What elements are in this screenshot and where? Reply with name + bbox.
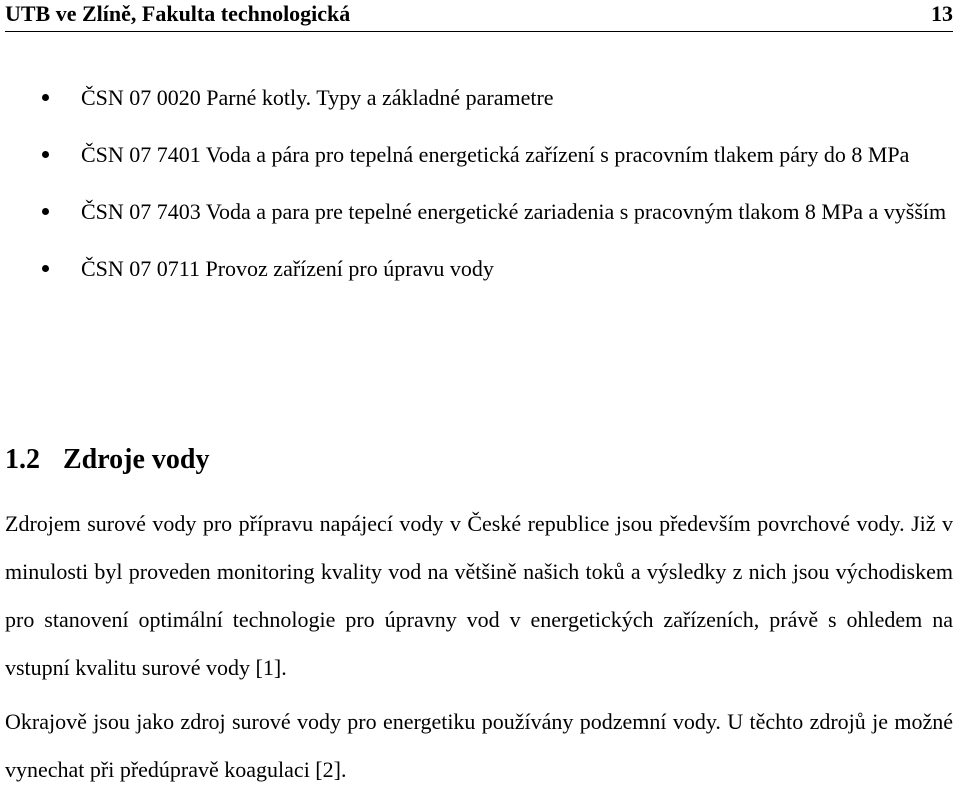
- bullet-icon: [42, 94, 49, 101]
- bullet-icon: [42, 208, 49, 215]
- list-item: [0, 190, 959, 234]
- list-item: [0, 76, 959, 120]
- list-item-text: ČSN 07 0020 Parné kotly. Typy a základné parametre: [81, 85, 554, 110]
- list-item-text: ČSN 07 0711 Provoz zařízení pro úpravu vody: [81, 256, 494, 281]
- section-number: 1.2: [5, 444, 40, 475]
- page-number: 13: [931, 1, 953, 26]
- body-paragraph: Okrajově jsou jako zdroj surové vody pro energetiku používány podzemní vody. U těchto zdrojů je možné vynechat při předúpravě koagulaci [2].: [5, 709, 953, 782]
- page-header: [5, 0, 953, 32]
- list-item-text: ČSN 07 7401 Voda a pára pro tepelná energetická zařízení s pracovním tlakem páry do 8 MPa: [81, 142, 910, 167]
- body-paragraph: Zdrojem surové vody pro přípravu napájecí vody v České republice jsou především povrchové vody. Již v minulosti byl proveden monitoring kvality vod na většině našich toků a výsledky z nich jsou východiskem pro stanovení optimální technologie pro úpravny vod v energetických zařízeních, právě s ohledem na vstupní kvalitu surové vody [1].: [5, 511, 953, 680]
- standards-list: [0, 76, 959, 304]
- bullet-icon: [42, 151, 49, 158]
- list-item: [0, 247, 959, 291]
- bullet-icon: [42, 265, 49, 272]
- document-title: UTB ve Zlíně, Fakulta technologická: [5, 1, 351, 26]
- section-title: Zdroje vody: [63, 444, 210, 475]
- list-item: [0, 133, 959, 177]
- list-item-text: ČSN 07 7403 Voda a para pre tepelné energetické zariadenia s pracovným tlakom 8 MPa a vyšším: [81, 199, 947, 224]
- section-heading: [5, 440, 210, 480]
